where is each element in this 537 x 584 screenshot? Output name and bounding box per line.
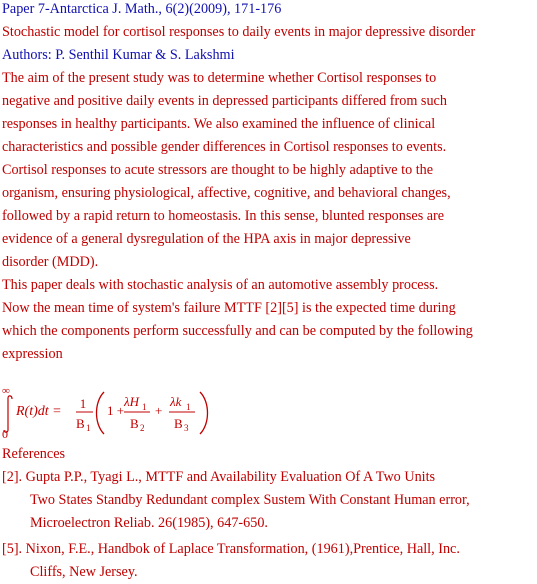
body-line: The aim of the present study was to determine whether Cortisol responses to — [2, 70, 437, 86]
subscript-1: 1 — [86, 423, 91, 433]
right-paren-icon — [200, 392, 208, 434]
fraction-numerator: 1 — [79, 396, 87, 411]
subscript-3: 3 — [184, 423, 189, 433]
subscript-k: 1 — [186, 402, 191, 412]
body-line: Now the mean time of system's failure MTTF [2][5] is the expected time during — [2, 300, 456, 316]
reference-item-2-line: Two States Standby Redundant complex Sustem With Constant Human error, — [30, 492, 470, 508]
lambda-h: λH — [124, 394, 140, 409]
reference-item-2-line: Microelectron Reliab. 26(1985), 647-650. — [30, 515, 268, 531]
body-line: responses in healthy participants. We also examined the influence of clinical — [2, 116, 436, 132]
authors-line: Authors: P. Senthil Kumar & S. Lakshmi — [2, 47, 235, 63]
mttf-formula — [2, 384, 222, 442]
integrand: R(t)dt = — [16, 404, 62, 419]
body-line: which the components perform successfully and can be computed by the following — [2, 323, 473, 339]
lower-limit: 0 — [2, 427, 8, 441]
denominator-b2: B — [130, 416, 139, 431]
body-line: disorder (MDD). — [2, 254, 99, 270]
denominator-b1: B — [76, 416, 85, 431]
one-plus: 1 + — [107, 403, 125, 418]
references-heading: References — [2, 446, 66, 462]
body-line: characteristics and possible gender differences in Cortisol responses to events. — [2, 139, 447, 155]
lambda-k: λk — [170, 394, 182, 409]
reference-item-5-line: Cliffs, New Jersey. — [30, 564, 138, 580]
body-line: Cortisol responses to acute stressors are thought to be highly adaptive to the — [2, 162, 434, 178]
body-line: evidence of a general dysregulation of the HPA axis in major depressive — [2, 231, 411, 247]
body-line: This paper deals with stochastic analysis of an automotive assembly process. — [2, 277, 439, 293]
body-line: organism, ensuring physiological, affective, cognitive, and behavioral changes, — [2, 185, 451, 201]
formula-svg — [2, 384, 222, 442]
body-line: followed by a rapid return to homeostasis. In this sense, blunted responses are — [2, 208, 445, 224]
reference-item-5-line: [5]. Nixon, F.E., Handbok of Laplace Transformation, (1961),Prentice, Hall, Inc. — [2, 541, 460, 557]
left-paren-icon — [97, 392, 105, 434]
reference-item-2-line: [2]. Gupta P.P., Tyagi L., MTTF and Availability Evaluation Of A Two Units — [2, 469, 436, 485]
body-line: negative and positive daily events in depressed participants differed from such — [2, 93, 447, 109]
citation-line: Paper 7-Antarctica J. Math., 6(2)(2009), 171-176 — [2, 1, 282, 17]
plus-sign: + — [155, 403, 163, 418]
upper-limit: ∞ — [2, 385, 10, 397]
paper-title: Stochastic model for cortisol responses to daily events in major depressive disorder — [2, 24, 476, 40]
denominator-b3: B — [174, 416, 183, 431]
subscript-h: 1 — [142, 402, 147, 412]
body-line: expression — [2, 346, 63, 362]
subscript-2: 2 — [140, 423, 145, 433]
